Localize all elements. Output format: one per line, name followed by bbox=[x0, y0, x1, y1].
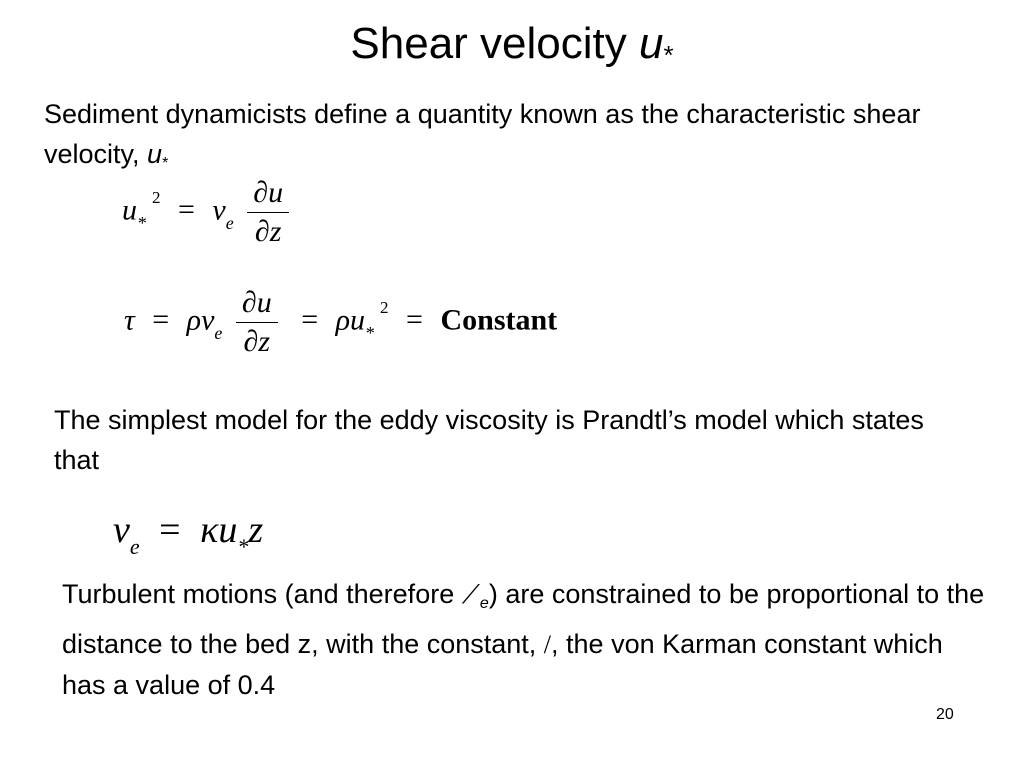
nu-glyph: ⟋ bbox=[461, 580, 480, 609]
slide-title bbox=[0, 18, 1024, 81]
eq2-equals-3: = bbox=[406, 303, 423, 337]
title-subscript: * bbox=[663, 40, 674, 70]
eq2-rho-nu: ρν bbox=[186, 303, 215, 337]
turbulence-paragraph bbox=[62, 574, 992, 705]
eq1-denominator: ∂z bbox=[247, 212, 289, 249]
eq1-star: * bbox=[137, 213, 146, 234]
eq2-tau: τ bbox=[124, 303, 135, 337]
eq2-fraction bbox=[236, 286, 278, 359]
eq1-equals: = bbox=[178, 193, 195, 227]
title-text: Shear velocity bbox=[350, 19, 639, 68]
turbulence-text-a: Turbulent motions (and therefore bbox=[62, 579, 462, 609]
eq2-equals-2: = bbox=[301, 303, 319, 337]
intro-text: Sediment dynamicists define a quantity known as the characteristic shear velocity, bbox=[44, 99, 921, 169]
turbulence-text-c: , the von Karman constant which has a value of 0.4 bbox=[62, 629, 943, 700]
eq3-z: z bbox=[248, 509, 264, 551]
eq1-fraction bbox=[247, 176, 289, 249]
intro-paragraph bbox=[44, 94, 944, 184]
nu-subscript-e: e bbox=[479, 595, 489, 612]
eq2-equals-1: = bbox=[152, 303, 170, 337]
eq2-rho-u: ρu bbox=[335, 303, 366, 337]
eq3-nu: ν bbox=[113, 509, 130, 551]
eq2-e: e bbox=[214, 323, 223, 344]
page-number: 20 bbox=[936, 706, 954, 723]
title-variable: u bbox=[638, 19, 664, 68]
eq2-denominator: ∂z bbox=[236, 322, 278, 359]
intro-variable: u bbox=[147, 139, 163, 169]
eq3-kappa-u: κu bbox=[200, 509, 238, 551]
eq1-nu: ν bbox=[212, 193, 226, 227]
shear-velocity-equation bbox=[122, 176, 295, 249]
eq3-equals: = bbox=[159, 509, 181, 551]
shear-stress-equation bbox=[124, 286, 557, 359]
turbulence-text-b: ) are constrained to be proportional to the distance to the bed z, with the constant, bbox=[62, 579, 985, 659]
eq2-constant: Constant bbox=[440, 303, 558, 337]
eq1-numerator: ∂u bbox=[253, 176, 284, 209]
eq1-square: 2 bbox=[152, 188, 161, 208]
eq2-star: * bbox=[365, 323, 375, 344]
prandtl-paragraph: The simplest model for the eddy viscosity is Prandtl’s model which states that bbox=[54, 405, 924, 475]
eq3-e: e bbox=[129, 534, 140, 559]
eq2-square: 2 bbox=[380, 298, 389, 318]
eq3-star: * bbox=[237, 534, 249, 559]
eq1-u: u bbox=[122, 193, 137, 227]
kappa-glyph: / bbox=[543, 630, 552, 659]
eddy-viscosity-equation bbox=[113, 508, 264, 559]
intro-subscript: * bbox=[162, 155, 169, 172]
eq1-e: e bbox=[225, 213, 234, 234]
eq2-numerator: ∂u bbox=[241, 286, 272, 319]
